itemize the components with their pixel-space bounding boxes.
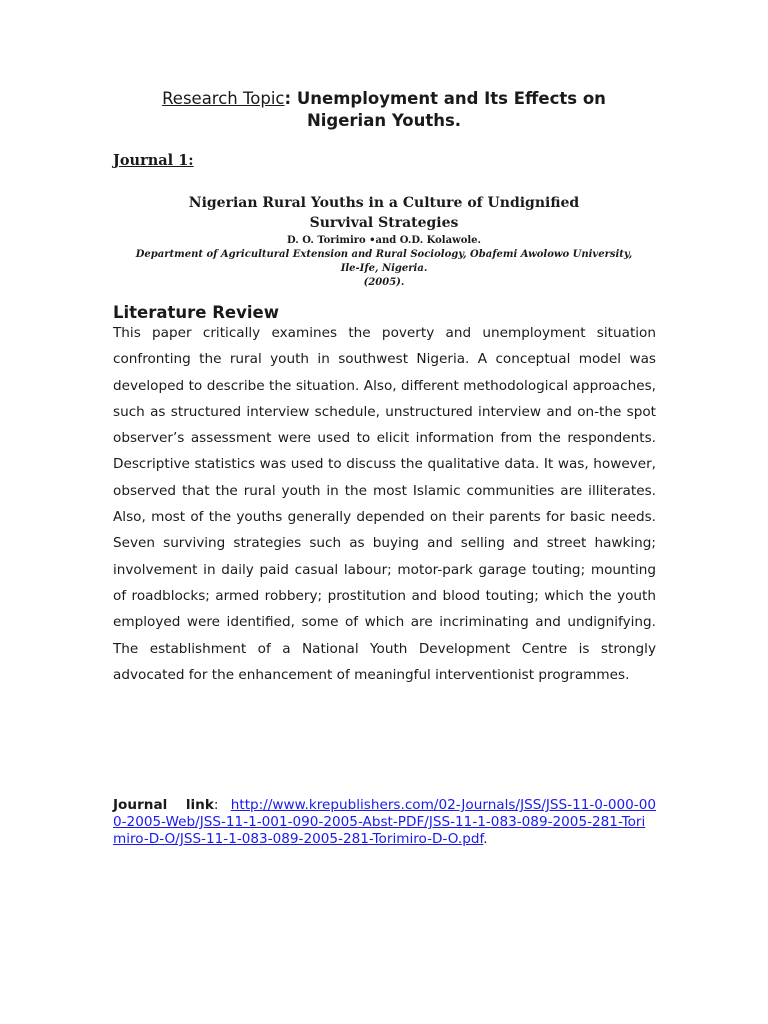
paper-authors: D. O. Torimiro •and O.D. Kolawole. — [286, 235, 482, 246]
paper-year: (2005). — [363, 277, 405, 288]
research-topic-heading — [0, 88, 768, 132]
section-heading: Literature Review — [113, 303, 279, 322]
research-topic-label: Research Topic — [162, 89, 285, 108]
research-topic-title-line2: Nigerian Youths. — [306, 111, 462, 130]
affiliation-line1: Department of Agricultural Extension and Rural Sociology, Obafemi Awolowo University, — [135, 249, 633, 260]
journal-link-label: Journal link — [113, 797, 214, 813]
paper-title-line2: Survival Strategies — [309, 215, 459, 231]
abstract-paragraph: This paper critically examines the poverty and unemployment situation confronting the rural youth in southwest Nigeria. A conceptual model was developed to describe the situation. Also, different methodological approaches, such as structured interview schedule, unstructured interview and on-the spot observer’s assessment were used to elicit information from the respondents. Descriptive statistics was used to discuss the qualitative data. It was, however, observed that the rural youth in the most Islamic communities are illiterates. Also, most of the youths generally depended on their parents for basic needs. Seven surviving strategies such as buying and selling and street hawking; involvement in daily paid casual labour; motor-park garage touting; mounting of roadblocks; armed robbery; prostitution and blood touting; which the youth employed were identified, some of which are incriminating and undignifying. The establishment of a National Youth Development Centre is strongly advocated for the enhancement of meaningful interventionist programmes. — [113, 325, 656, 683]
paper-affiliation — [0, 248, 768, 290]
journal-link-separator: : — [213, 797, 219, 813]
paper-title — [0, 193, 768, 233]
journal-link-paragraph — [113, 797, 656, 848]
research-topic-separator: : — [284, 89, 292, 108]
journal-link[interactable]: http://www.krepublishers.com/02-Journals/JSS/JSS-11-0-000-000-2005-Web/JSS-11-1-001-090-2005-Abst-PDF/JSS-11-1-083-089-2005-281-Torimiro-D-O/JSS-11-1-083-089-2005-281-Torimiro-D-O.pdf — [113, 797, 656, 847]
research-topic-title-line1: Unemployment and Its Effects on — [296, 89, 606, 108]
affiliation-line2: Ile-Ife, Nigeria. — [340, 263, 428, 274]
journal-label: Journal 1: — [113, 152, 194, 169]
journal-link-trailing: . — [483, 831, 488, 847]
paper-title-line1: Nigerian Rural Youths in a Culture of Undignified — [188, 195, 580, 211]
